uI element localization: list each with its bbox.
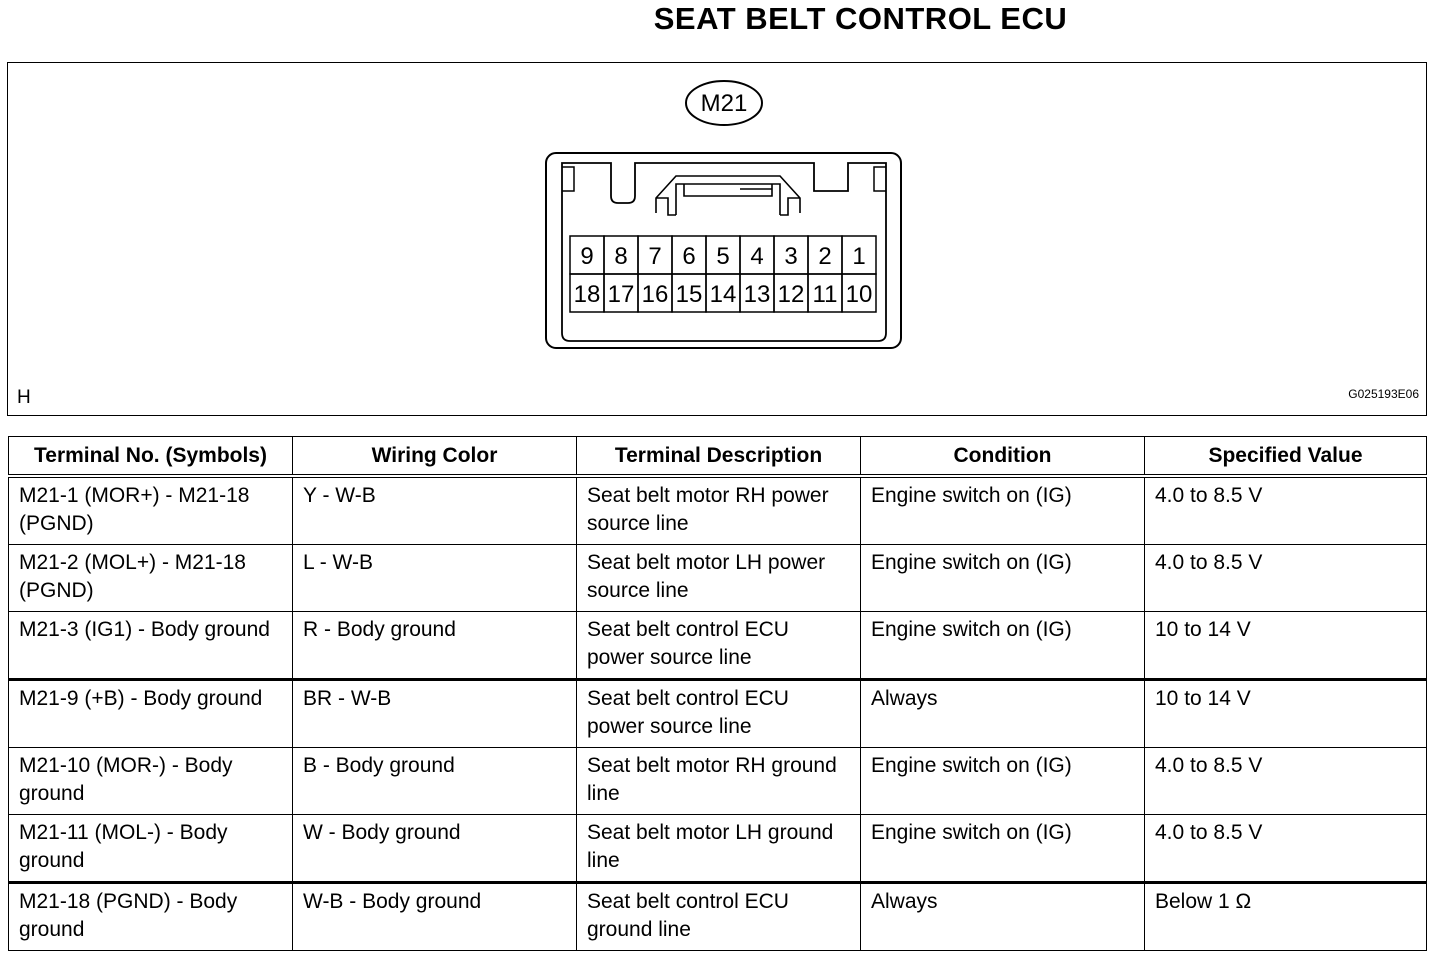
table-header-row (9, 437, 1427, 477)
pin-number: 3 (784, 243, 798, 270)
pin-number: 18 (573, 281, 601, 308)
header-terminal: Terminal No. (Symbols) (9, 437, 293, 477)
pin-number: 12 (777, 281, 805, 308)
cell-description: Seat belt motor LH power source line (577, 545, 861, 612)
cell-condition: Engine switch on (IG) (861, 815, 1145, 883)
right-tab (874, 167, 886, 191)
cell-description: Seat belt control ECU power source line (577, 612, 861, 680)
cell-wiring: Y - W-B (293, 476, 577, 545)
connector-figure (7, 62, 1427, 416)
cell-wiring: W-B - Body ground (293, 883, 577, 951)
table-row (9, 476, 1427, 545)
cell-wiring: L - W-B (293, 545, 577, 612)
table-row (9, 612, 1427, 680)
cell-condition: Always (861, 883, 1145, 951)
page-title: SEAT BELT CONTROL ECU (653, 1, 1068, 36)
cell-description: Seat belt control ECU power source line (577, 680, 861, 748)
cell-value: 4.0 to 8.5 V (1145, 815, 1427, 883)
cell-terminal: M21-11 (MOL-) - Body ground (9, 815, 293, 883)
figure-corner-letter: H (17, 387, 31, 408)
cell-description: Seat belt motor LH ground line (577, 815, 861, 883)
cell-description: Seat belt motor RH power source line (577, 476, 861, 545)
cell-value: 10 to 14 V (1145, 612, 1427, 680)
cell-value: 10 to 14 V (1145, 680, 1427, 748)
cell-condition: Engine switch on (IG) (861, 545, 1145, 612)
pin-number: 7 (648, 243, 662, 270)
header-condition: Condition (861, 437, 1145, 477)
pin-number: 11 (812, 281, 838, 308)
cell-description: Seat belt motor RH ground line (577, 748, 861, 815)
pin-number: 16 (641, 281, 669, 308)
cell-value: 4.0 to 8.5 V (1145, 545, 1427, 612)
pin-number: 8 (614, 243, 628, 270)
header-terminal-description: Terminal Description (577, 437, 861, 477)
cell-wiring: B - Body ground (293, 748, 577, 815)
table-row (9, 815, 1427, 883)
connector-label: M21 (700, 90, 748, 117)
cell-wiring: R - Body ground (293, 612, 577, 680)
cell-value: 4.0 to 8.5 V (1145, 476, 1427, 545)
latch (656, 176, 800, 215)
table-row (9, 680, 1427, 748)
cell-description: Seat belt control ECU ground line (577, 883, 861, 951)
pin-number: 9 (580, 243, 594, 270)
table-row (9, 883, 1427, 951)
cell-value: 4.0 to 8.5 V (1145, 748, 1427, 815)
cell-wiring: W - Body ground (293, 815, 577, 883)
cell-terminal: M21-18 (PGND) - Body ground (9, 883, 293, 951)
pin-number: 14 (709, 281, 737, 308)
table-row (9, 748, 1427, 815)
pin-number: 17 (607, 281, 635, 308)
left-tab (562, 167, 574, 191)
cell-terminal: M21-1 (MOR+) - M21-18 (PGND) (9, 476, 293, 545)
cell-terminal: M21-3 (IG1) - Body ground (9, 612, 293, 680)
pin-number: 1 (852, 243, 866, 270)
pin-number: 2 (818, 243, 832, 270)
pin-number: 4 (750, 243, 764, 270)
pin-number: 15 (675, 281, 703, 308)
cell-condition: Engine switch on (IG) (861, 476, 1145, 545)
connector-drawing (8, 63, 1428, 417)
cell-value: Below 1 Ω (1145, 883, 1427, 951)
cell-wiring: BR - W-B (293, 680, 577, 748)
figure-code: G025193E06 (1348, 387, 1419, 401)
header-specified-value: Specified Value (1145, 437, 1427, 477)
pin-number: 10 (845, 281, 873, 308)
cell-terminal: M21-10 (MOR-) - Body ground (9, 748, 293, 815)
table-row (9, 545, 1427, 612)
cell-condition: Engine switch on (IG) (861, 612, 1145, 680)
cell-condition: Always (861, 680, 1145, 748)
pin-number: 13 (743, 281, 771, 308)
cell-terminal: M21-2 (MOL+) - M21-18 (PGND) (9, 545, 293, 612)
header-wiring-color: Wiring Color (293, 437, 577, 477)
cell-condition: Engine switch on (IG) (861, 748, 1145, 815)
pin-grid (570, 236, 876, 312)
terminal-spec-table (8, 436, 1427, 951)
pin-number: 6 (682, 243, 696, 270)
cell-terminal: M21-9 (+B) - Body ground (9, 680, 293, 748)
pin-number: 5 (716, 243, 730, 270)
